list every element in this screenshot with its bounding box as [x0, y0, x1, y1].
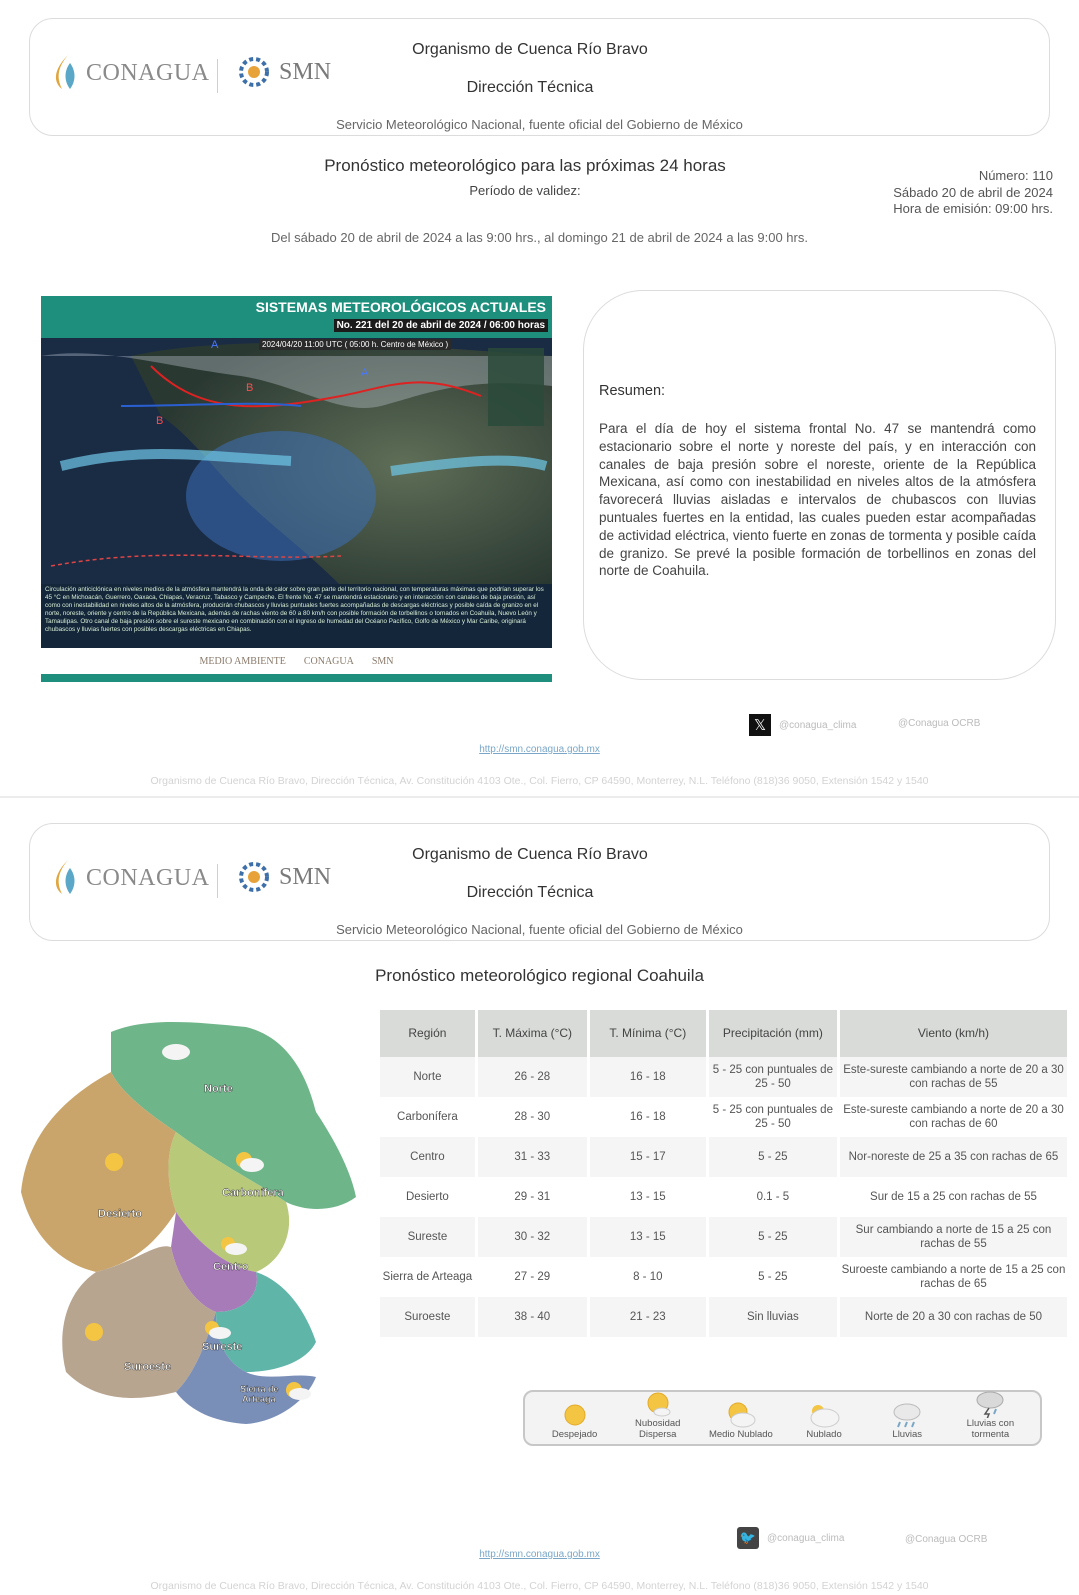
regional-table [377, 1010, 1070, 1337]
satellite-caption: Circulación anticiclónica en niveles medios de la atmósfera mantendrá la onda de calor sobre gran parte del territorio nacional, con temperaturas máximas que podrían superar los 45 °C en Michoacán, Guerrero, Oaxaca, Chiapas, Veracruz, Tabasco y Campeche. El frente No. 47 se mantendrá estacionario y en interacción con canales de baja presión, así como con inestabilidad en niveles altos de la atmósfera, producirán chubascos y lluvias puntuales fuertes acompañadas de descargas eléctricas y posible caída de granizo en el norte, noreste, oriente y centro de la República Mexicana, además de rachas viento de 60 a 80 km/h con posible formación de torbellinos o tornados en Coahuila, Nuevo León y Tamaulipas. Otro canal de baja presión sobre el sureste mexicano en combinación con el ingreso de humedad del Océano Pacífico, Golfo de México y Mar Caribe, originará chubascos y lluvias fuertes con posibles descargas eléctricas en Chiapas. [41, 584, 552, 648]
satellite-subtitle: No. 221 del 20 de abril de 2024 / 06:00 horas [334, 319, 548, 332]
sun-icon [561, 1401, 589, 1429]
smn-small-logo: SMN [371, 655, 394, 667]
satellite-header [41, 296, 552, 338]
summary-label: Resumen: [599, 383, 666, 399]
legend-label: Despejado [551, 1429, 598, 1440]
cell-region: Desierto [406, 1191, 449, 1203]
conagua-logo [50, 53, 210, 93]
coahuila-map-svg [16, 1012, 361, 1444]
cell-tmin: 21 - 23 [590, 1297, 706, 1337]
bulletin-number: Número: 110 [978, 168, 1053, 183]
sun-small-cloud-icon [644, 1390, 672, 1418]
table-row [380, 1177, 1067, 1217]
satellite-footer-logos [41, 648, 552, 674]
map-label-norte: Norte [204, 1083, 233, 1095]
legend-lluvias [868, 1401, 946, 1440]
satellite-timestamp: 2024/04/20 11:00 UTC ( 05:00 h. Centro de México ) [259, 339, 451, 350]
map-label-suroeste: Suroeste [124, 1361, 172, 1373]
svg-text:A: A [211, 339, 219, 351]
cell-wind: Sur de 15 a 25 con rachas de 55 [870, 1191, 1037, 1203]
page2-header [29, 823, 1050, 941]
legend-label: Lluvias con tormenta [966, 1418, 1015, 1440]
svg-text:A: A [361, 367, 369, 379]
table-row [380, 1137, 1067, 1177]
map-label-arteaga: Arteaga [242, 1394, 276, 1404]
legend-medio-nublado [702, 1401, 780, 1440]
social-facebook[interactable] [905, 1534, 987, 1545]
map-label-centro: Centro [213, 1261, 249, 1273]
validity-range: Del sábado 20 de abril de 2024 a las 9:00 hrs., al domingo 21 de abril de 2024 a las 9:00 hrs. [271, 230, 808, 245]
social-facebook[interactable] [898, 718, 980, 729]
legend-label: Medio Nublado [708, 1429, 773, 1440]
cell-wind: Este-sureste cambiando a norte de 20 a 30 con rachas de 55 [840, 1057, 1067, 1097]
cell-wind: Norte de 20 a 30 con rachas de 50 [840, 1297, 1067, 1337]
cell-tmin: 15 - 17 [590, 1137, 706, 1177]
smn-logo-text: SMN [279, 863, 332, 890]
cell-tmin: 13 - 15 [590, 1217, 706, 1257]
cell-tmax: 38 - 40 [478, 1297, 587, 1337]
legend-label: Lluvias [892, 1429, 922, 1440]
map-label-sierra: Sierra de [240, 1384, 279, 1394]
cell-tmin: 8 - 10 [633, 1271, 663, 1283]
svg-text:B: B [156, 415, 164, 427]
medio-ambiente-logo: MEDIO AMBIENTE [199, 655, 286, 667]
address-footer: Organismo de Cuenca Río Bravo, Dirección Técnica, Av. Constitución 4103 Ote., Col. Fierro, CP 64590, Monterrey, N.L. Teléfono (818)36 9050, Extensión 1542 y 1540 [150, 1580, 929, 1592]
servicio-subtitle: Servicio Meteorológico Nacional, fuente oficial del Gobierno de México [336, 922, 743, 937]
cell-tmin: 13 - 15 [629, 1191, 666, 1203]
cell-precip: 5 - 25 [758, 1271, 788, 1283]
conagua-small-logo: CONAGUA [303, 655, 354, 667]
conagua-drop-icon [50, 53, 80, 93]
twitter-icon[interactable]: 🐦 [737, 1527, 759, 1549]
smn-gear-icon [235, 858, 273, 896]
cell-precip: 5 - 25 con puntuales de 25 - 50 [712, 1104, 833, 1130]
smn-link[interactable]: http://smn.conagua.gob.mx [479, 744, 600, 755]
cell-precip: 5 - 25 [709, 1137, 837, 1177]
smn-logo [235, 858, 331, 896]
cell-region: Sureste [380, 1217, 475, 1257]
cell-region: Centro [380, 1137, 475, 1177]
satellite-title: SISTEMAS METEOROLÓGICOS ACTUALES [255, 299, 546, 315]
table-row [380, 1057, 1067, 1097]
cloud-icon [808, 1401, 840, 1429]
map-label-desierto: Desierto [98, 1208, 143, 1220]
table-row [380, 1097, 1067, 1137]
social-x[interactable] [749, 714, 856, 736]
col-tmax: T. Máxima (°C) [478, 1010, 587, 1057]
cell-tmax: 26 - 28 [478, 1057, 587, 1097]
direccion-title: Dirección Técnica [466, 884, 594, 901]
x-handle[interactable]: @conagua_clima [779, 719, 857, 731]
forecast-meta [893, 168, 1053, 218]
legend-label: Nubosidad Dispersa [635, 1418, 681, 1440]
period-label: Período de validez: [469, 183, 581, 198]
x-icon[interactable]: 𝕏 [749, 714, 771, 736]
organismo-title: Organismo de Cuenca Río Bravo [412, 41, 648, 58]
rain-icon [891, 1401, 923, 1429]
sun-cloud-icon [726, 1401, 756, 1429]
regional-title: Pronóstico meteorológico regional Coahuila [375, 966, 704, 985]
coahuila-map [16, 1012, 361, 1444]
cell-precip: 5 - 25 [709, 1217, 837, 1257]
smn-logo [235, 53, 331, 91]
cell-precip: 0.1 - 5 [756, 1191, 790, 1203]
legend-despejado [536, 1401, 614, 1440]
cell-tmax: 30 - 32 [478, 1217, 587, 1257]
cell-wind: Nor-noreste de 25 a 35 con rachas de 65 [840, 1137, 1067, 1177]
cell-tmax: 27 - 29 [514, 1271, 551, 1283]
cell-tmin: 16 - 18 [629, 1111, 666, 1123]
servicio-subtitle: Servicio Meteorológico Nacional, fuente oficial del Gobierno de México [336, 117, 743, 132]
cell-wind: Este-sureste cambiando a norte de 20 a 30 con rachas de 60 [843, 1104, 1064, 1130]
emission-time: Hora de emisión: 09:00 hrs. [893, 201, 1053, 216]
page-separator [0, 796, 1079, 798]
conagua-drop-icon [50, 858, 80, 898]
cell-region: Sierra de Arteaga [382, 1271, 473, 1283]
svg-text:B: B [246, 382, 254, 394]
cell-region: Carbonífera [397, 1111, 458, 1123]
facebook-handle[interactable]: @Conagua OCRB [905, 1534, 988, 1545]
col-precip: Precipitación (mm) [709, 1010, 837, 1057]
organismo-title: Organismo de Cuenca Río Bravo [412, 846, 648, 863]
smn-gear-icon [235, 53, 273, 91]
legend-nublado [785, 1401, 863, 1440]
legend-nubosidad-dispersa [619, 1390, 697, 1440]
cell-tmax: 31 - 33 [478, 1137, 587, 1177]
cell-wind: Sur cambiando a norte de 15 a 25 con rachas de 55 [840, 1217, 1067, 1257]
map-label-sureste: Sureste [202, 1341, 243, 1353]
address-footer: Organismo de Cuenca Río Bravo, Dirección Técnica, Av. Constitución 4103 Ote., Col. Fierro, CP 64590, Monterrey, N.L. Teléfono (818)36 9050, Extensión 1542 y 1540 [150, 775, 929, 787]
smn-link[interactable]: http://smn.conagua.gob.mx [479, 1549, 600, 1560]
storm-icon [974, 1390, 1006, 1418]
legend-lluvias-tormenta [951, 1390, 1029, 1440]
conagua-logo-text: CONAGUA [86, 864, 210, 891]
cell-precip: 5 - 25 con puntuales de 25 - 50 [709, 1057, 837, 1097]
direccion-title: Dirección Técnica [466, 79, 594, 96]
col-wind: Viento (km/h) [840, 1010, 1067, 1057]
social-twitter[interactable] [737, 1527, 844, 1549]
conagua-logo [50, 858, 210, 898]
table-row [380, 1297, 1067, 1337]
cell-region: Suroeste [380, 1297, 475, 1337]
conagua-logo-text: CONAGUA [86, 59, 210, 86]
page1-header [29, 18, 1050, 136]
cell-wind: Suroeste cambiando a norte de 15 a 25 con rachas de 65 [841, 1264, 1066, 1290]
cell-tmin: 16 - 18 [590, 1057, 706, 1097]
col-region: Región [380, 1010, 475, 1057]
bulletin-date: Sábado 20 de abril de 2024 [893, 184, 1053, 200]
cell-tmax: 29 - 31 [514, 1191, 551, 1203]
cell-precip: Sin lluvias [709, 1297, 837, 1337]
cell-region: Norte [380, 1057, 475, 1097]
forecast-title: Pronóstico meteorológico para las próximas 24 horas [324, 156, 726, 175]
satellite-map-image [41, 296, 552, 682]
cell-tmax: 28 - 30 [514, 1111, 551, 1123]
summary-box [583, 290, 1056, 680]
col-tmin: T. Mínima (°C) [590, 1010, 706, 1057]
legend-label: Nublado [806, 1429, 842, 1440]
table-row [380, 1217, 1067, 1257]
smn-logo-text: SMN [279, 58, 332, 85]
facebook-handle[interactable]: @Conagua OCRB [898, 718, 981, 729]
x-handle[interactable]: @conagua_clima [767, 1532, 845, 1544]
summary-text: Para el día de hoy el sistema frontal No. 47 se mantendrá como estacionario sobre el norte y noreste del país, y en interacción con canales de baja presión sobre el noreste, oriente de la República Mexicana, así como con inestabilidad en niveles altos de la atmósfera favorecerá lluvias aisladas e intervalos de chubascos con lluvias puntuales fuertes en la entidad, las cuales pueden estar acompañadas de actividad eléctrica, viento fuerte en zonas de tormenta y posible caída de granizo. Se prevé la posible formación de torbellinos en zonas del norte de Coahuila. [599, 421, 1036, 579]
table-row [380, 1257, 1067, 1297]
weather-legend [523, 1390, 1042, 1446]
map-label-carbonifera: Carbonífera [222, 1187, 284, 1199]
